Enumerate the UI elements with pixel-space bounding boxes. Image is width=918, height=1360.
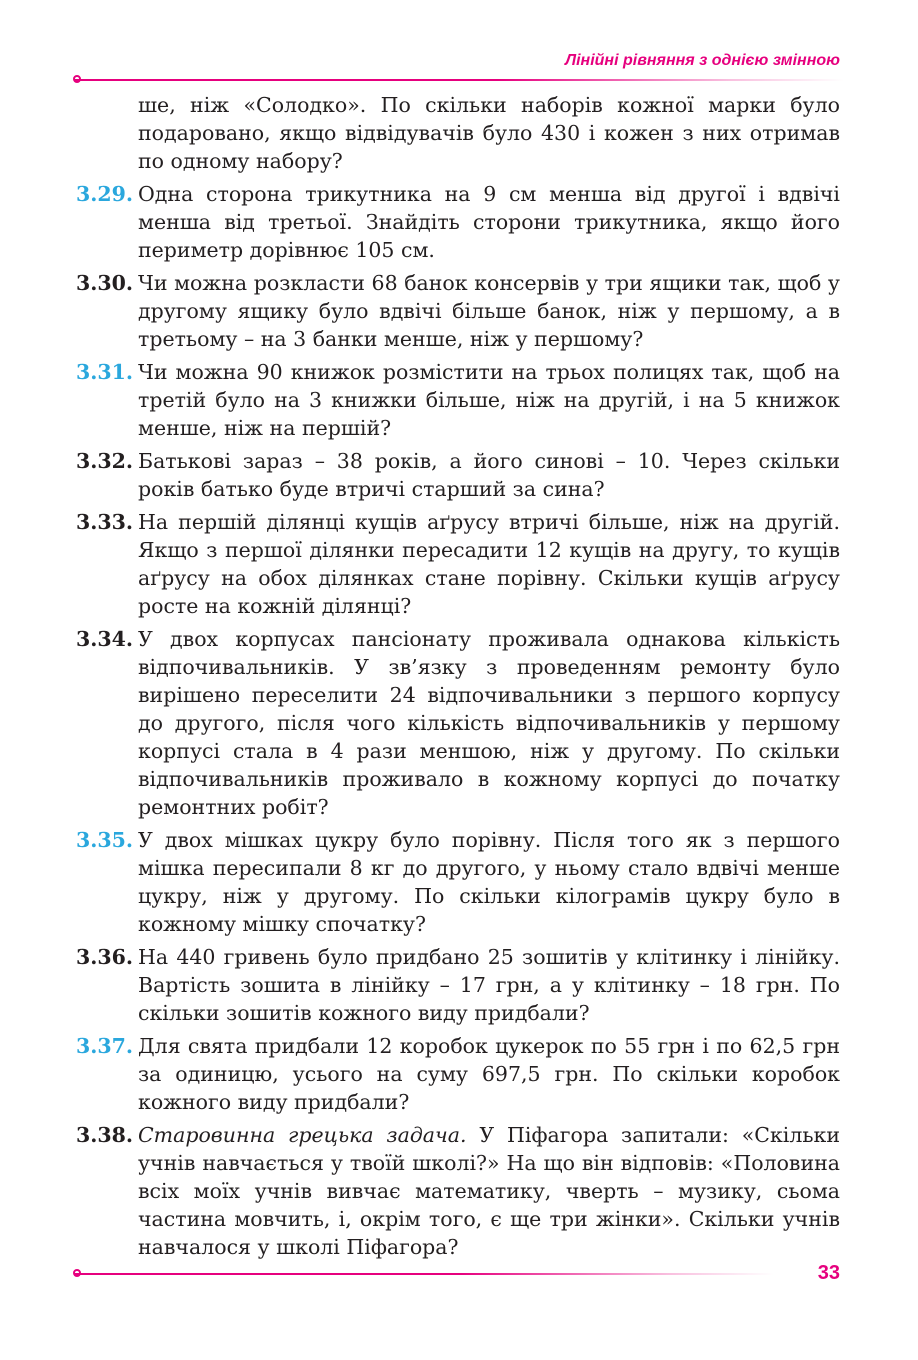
problem-number: 3.30. [76,271,134,295]
page-number: 33 [817,1262,840,1284]
problem-text: Батькові зараз – 38 років, а його синові – 10. Через скільки років батько буде втричі старший за сина? [138,449,840,501]
problem-3-29 [76,180,840,264]
problem-number: 3.38. [76,1123,134,1147]
problem-3-37 [76,1032,840,1116]
problem-text: У Піфагора запитали: «Скільки учнів навчається у твоїй школі?» На що він відповів: «Половина всіх моїх учнів вивчає математику, чверть – музику, сьома частина мовчить, і, окрім того, є ще три жінки». Скільки учнів навчалося у школі Піфагора? [138,1123,841,1259]
problem-number: 3.31. [76,360,134,384]
problem-3-30 [76,269,840,353]
problem-text: Чи можна 90 книжок розмістити на трьох полицях так, щоб на третій було на 3 книжки більше, ніж на другій, і на 5 книжок менше, ніж на першій? [138,360,840,440]
header-rule [74,79,844,81]
problem-text: У двох корпусах пансіонату проживала однакова кількість відпочивальників. У зв’язку з проведенням ремонту було вирішено переселити 24 відпочивальники з першого корпусу до другого, після чого кількість відпочивальників у першому корпусі стала в 4 рази меншою, ніж у другому. По скільки відпочивальників проживало в кожному корпусі до початку ремонтних робіт? [138,627,840,819]
continuation-paragraph: ше, ніж «Солодко». По скільки наборів кожної марки було подаровано, якщо відвідувачів було 430 і кожен з них отримав по одному набору? [138,93,840,173]
problem-3-36 [76,943,840,1027]
problem-3-31 [76,358,840,442]
footer-rule [74,1273,774,1275]
running-header-title: Лінійні рівняння з однією змінною [565,52,840,69]
problem-3-38 [76,1121,840,1261]
page-content [76,91,840,1261]
problem-number: 3.37. [76,1034,134,1058]
problem-number: 3.35. [76,828,134,852]
problem-number: 3.33. [76,510,134,534]
problem-number: 3.34. [76,627,134,651]
problem-italic-lead: Старовинна грецька задача. [138,1123,467,1147]
problem-3-33 [76,508,840,620]
problem-text: У двох мішках цукру було порівну. Після того як з першого мішка пересипали 8 кг до другого, у ньому стало вдвічі менше цукру, ніж у другому. По скільки кілограмів цукру було в кожному мішку спочатку? [138,828,840,936]
problem-number: 3.29. [76,182,134,206]
problem-text: Одна сторона трикутника на 9 см менша від другої і вдвічі менша від третьої. Знайдіть сторони трикутника, якщо його периметр дорівнює 105 см. [138,182,840,262]
problem-3-35 [76,826,840,938]
problem-3-32 [76,447,840,503]
problem-text: На першій ділянці кущів аґрусу втричі більше, ніж на другій. Якщо з першої ділянки пересадити 12 кущів на другу, то кущів аґрусу на обох ділянках стане порівну. Скільки кущів аґрусу росте на кожній ділянці? [138,510,840,618]
problem-3-34 [76,625,840,821]
problem-number: 3.36. [76,945,134,969]
problem-text: Чи можна розкласти 68 банок консервів у три ящики так, щоб у другому ящику було вдвічі більше банок, ніж у першому, а в третьому – на 3 банки менше, ніж у першому? [138,271,840,351]
problem-number: 3.32. [76,449,134,473]
problem-text: На 440 гривень було придбано 25 зошитів у клітинку і лінійку. Вартість зошита в лінійку – 17 грн, а у клітинку – 18 грн. По скільки зошитів кожного виду придбали? [138,945,840,1025]
problem-text: Для свята придбали 12 коробок цукерок по 55 грн і по 62,5 грн за одиницю, усього на суму 697,5 грн. По скільки коробок кожного виду придбали? [138,1034,840,1114]
